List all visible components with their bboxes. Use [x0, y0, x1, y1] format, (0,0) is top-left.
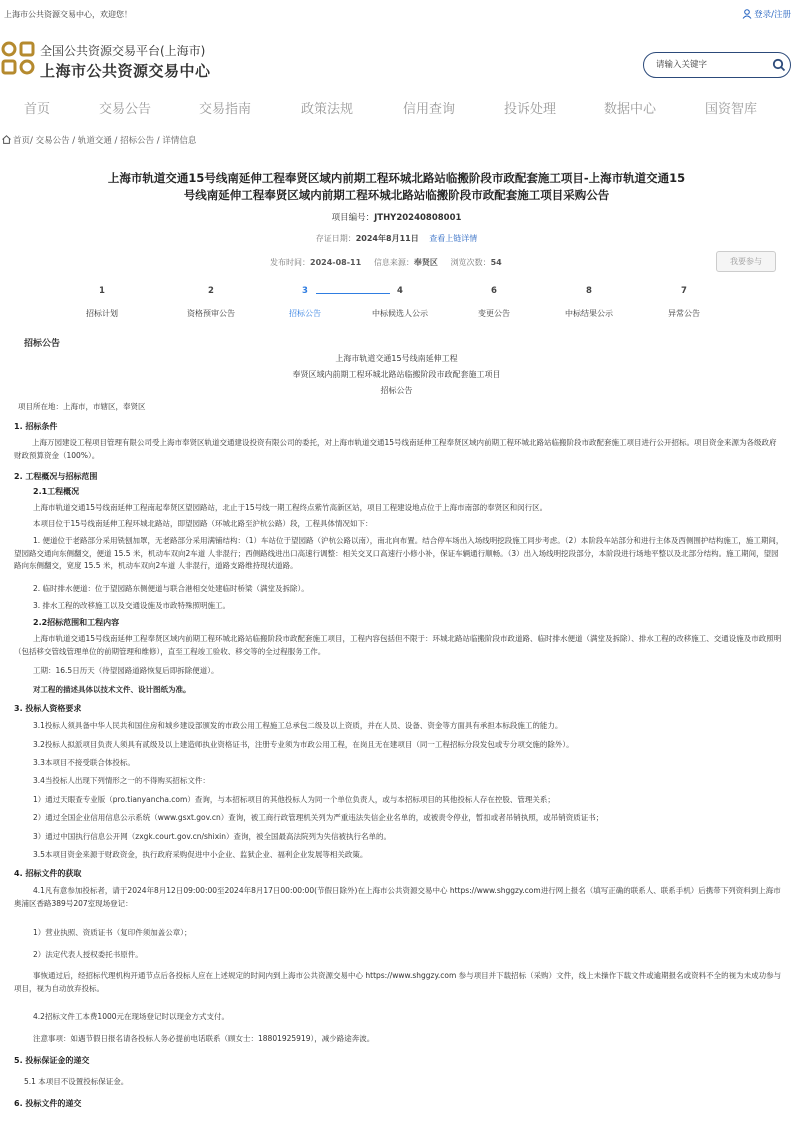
nav-guide[interactable]: 交易指南: [199, 102, 252, 117]
publish-date: 2024-08-11: [310, 258, 362, 267]
paragraph: 3.4当投标人出现下列情形之一的不得购买招标文件：: [33, 776, 210, 785]
paragraph: 注意事项：如遇节假日报名请各投标人务必提前电话联系（顾女士：18801925919），减少路途奔波。: [33, 1034, 375, 1043]
step-label[interactable]: 中标结果公示: [565, 309, 613, 318]
paragraph: 2）法定代表人授权委托书原件。: [33, 950, 143, 959]
nav-notices[interactable]: 交易公告: [99, 102, 152, 117]
paragraph: 对工程的描述具体以技术文件、设计图纸为准。: [33, 685, 191, 694]
evidence-row: [0, 233, 793, 244]
step-tender-notice[interactable]: [260, 286, 350, 319]
paragraph: 3.1投标人须具备中华人民共和国住房和城乡建设部颁发的市政公用工程施工总承包二级及以上资质，并在人员、设备、资金等方面具有承担本标段施工的能力。: [33, 721, 563, 730]
nav-credit[interactable]: 信用查询: [403, 102, 456, 117]
step-label[interactable]: 招标计划: [86, 309, 118, 318]
paragraph: 4.1凡有意参加投标者，请于2024年8月12日09:00:00至2024年8月17日00:00:00(节假日除外)在上海市公共资源交易中心 https://www.shggzy.com进行网上报名（填写正确的联系人、联系手机）后携带下列资料到上海市奥浦区香路389号207室现场登记：: [14, 886, 781, 908]
source-label: 信息来源：: [373, 258, 414, 267]
source-value: 奉贤区: [413, 258, 438, 267]
step-number: 3: [302, 286, 308, 296]
login-label[interactable]: 登录/注册: [754, 10, 791, 20]
heading-4: 4. 招标文件的获取: [14, 869, 82, 878]
paragraph: 1）通过天眼查专业版（pro.tianyancha.com）查询，与本招标项目的其他投标人为同一个单位负责人，或与本招标项目的其他投标人存在控股、管理关系；: [33, 795, 555, 804]
paragraph: 本项目位于15号线南延伸工程环城北路站，即望园路（环城北路至沪杭公路）段，工程具体情况如下：: [33, 519, 373, 528]
nav-home[interactable]: 首页: [24, 102, 51, 117]
paragraph: 3. 排水工程的改移施工以及交通设施及市政特殊照明施工。: [33, 601, 231, 610]
brand-title[interactable]: 上海市公共资源交易中心: [40, 62, 211, 80]
chain-detail-link[interactable]: 查看上链详情: [429, 234, 478, 243]
user-icon: [742, 9, 752, 19]
step-label[interactable]: 资格预审公告: [187, 309, 235, 318]
nav-data-center[interactable]: 数据中心: [604, 102, 657, 117]
step-result[interactable]: [544, 286, 634, 319]
paragraph: 2）通过全国企业信用信息公示系统（www.gsxt.gov.cn）查询，被工商行政管理机关列为严重违法失信企业名单的，或被责令停业，暂扣或者吊销执照，或吊销资质证书；: [33, 813, 604, 822]
heading-1: 1. 招标条件: [14, 422, 58, 431]
paragraph: 上海万园建设工程项目管理有限公司受上海市奉贤区轨道交通建设投资有限公司的委托，对上海市轨道交通15号线南延伸工程奉贤区域内前期工程环城北路站临搬阶段市政配套施工项目进行公开招标。项目资金来源为各级政府财政预算资金（100%）。: [14, 438, 777, 460]
login-link[interactable]: [742, 8, 791, 20]
step-plan[interactable]: [57, 286, 147, 319]
section-title: 招标公告: [24, 339, 61, 349]
step-prequal[interactable]: [166, 286, 256, 319]
brand-subtitle: 全国公共资源交易平台(上海市): [40, 44, 206, 58]
title-line-2: 号线南延伸工程奉贤区域内前期工程环城北路站临搬阶段市政配套施工项目采购公告: [183, 188, 610, 202]
top-bar: [0, 0, 793, 28]
notice-heading-1: 上海市轨道交通15号线南延伸工程: [335, 354, 458, 363]
paragraph: 上海市轨道交通15号线南延伸工程奉贤区域内前期工程环城北路站临搬阶段市政配套施工项目，工程内容包括但不限于：环城北路站临搬阶段市政道路、临时排水便道（满堂及拆除）、排水工程的改移施工、交通设施及市政照明（包括移交管线管理单位的前期管理和维修），直至工程竣工验收、移交等的全过程服务工作。: [14, 634, 782, 656]
page-title: [30, 170, 763, 204]
paragraph: 3.5本项目资金来源于财政资金，执行政府采购促进中小企业、监狱企业、福利企业发展等相关政策。: [33, 850, 368, 859]
step-number: 7: [681, 286, 687, 296]
publish-label: 发布时间：: [270, 258, 310, 267]
paragraph: 事恢通过后，经招标代理机构开通节点后各投标人应在上述规定的时间内到上海市公共资源交易中心 https://www.shggzy.com 参与项目并下载招标（采购）文件，线上未操作下载文件或逾期报名或资料不全的视为未成功参与项目，视为自动放弃投标。: [14, 971, 782, 993]
step-label[interactable]: 异常公告: [668, 309, 700, 318]
search-icon[interactable]: [772, 58, 786, 72]
project-number-value: JTHY20240808001: [374, 213, 462, 223]
paragraph: 3）通过中国执行信息公开网（zxgk.court.gov.cn/shixin）查询，被全国最高法院列为失信被执行名单的。: [33, 832, 392, 841]
step-candidates[interactable]: [355, 286, 445, 319]
title-line-1: 上海市轨道交通15号线南延伸工程奉贤区域内前期工程环城北路站临搬阶段市政配套施工项目-上海市轨道交通15: [107, 171, 686, 185]
join-button[interactable]: 我要参与: [716, 251, 776, 272]
paragraph: 3.3本项目不接受联合体投标。: [33, 758, 135, 767]
project-number-label: 项目编号：: [331, 213, 375, 223]
step-number: 4: [397, 286, 403, 296]
breadcrumb[interactable]: [2, 134, 196, 146]
step-number: 2: [208, 286, 214, 296]
evidence-date: 2024年8月11日: [355, 234, 419, 243]
home-icon[interactable]: [2, 135, 11, 144]
heading-6: 6. 投标文件的递交: [14, 1099, 82, 1108]
step-number: 1: [99, 286, 105, 296]
paragraph: 5.1 本项目不设置投标保证金。: [24, 1077, 129, 1086]
project-number: [0, 211, 793, 223]
search-input[interactable]: [656, 57, 764, 73]
logo-icon: [0, 40, 36, 76]
paragraph: 工期：16.5日历天（待望园路道路恢复后即拆除便道）。: [33, 666, 219, 675]
paragraph: 3.2投标人拟派项目负责人须具有贰级及以上建造师执业资格证书，注册专业须为市政公用工程，在岗且无在建项目（同一工程招标分段发包或专分项交施的除外）。: [33, 740, 574, 749]
notice-heading-2: 奉贤区域内前期工程环城北路站临搬阶段市政配套施工项目: [292, 370, 501, 379]
meta-row: [270, 257, 502, 268]
step-change[interactable]: [449, 286, 539, 319]
search-box: [643, 52, 791, 78]
step-exception[interactable]: [639, 286, 729, 319]
heading-5: 5. 投标保证金的递交: [14, 1056, 90, 1065]
nav-policy[interactable]: 政策法规: [301, 102, 354, 117]
nav-complaints[interactable]: 投诉处理: [504, 102, 557, 117]
step-label[interactable]: 变更公告: [478, 309, 510, 318]
breadcrumb-text[interactable]: 首页/ 交易公告 / 轨道交通 / 招标公告 / 详情信息: [13, 136, 197, 146]
paragraph: 1. 便道位于老路部分采用铣刨加罩，无老路部分采用满铺结构：（1）车站位于望园路（沪杭公路以南），南北向布置。结合停车场出入场线明挖段施工同步考虑。（2）本阶段车站部分和进行主体及西侧围护结构施工，施工期间，望园路交通向东侧翻交，便道 15.5 米，机动车双向2车道 人非混行；西侧路线进出口高速行调整：相关交叉口高速行小修小补，保证车辆通行顺畅。（3）出入场线明挖段部分，本阶段进行场地平整以及北部分结构。施工期间，望园路向东侧翻交，宽度 15.5 米，机动车双向2车道 人非混行，道路支路维持现状道路。: [14, 536, 784, 570]
heading-3: 3. 投标人资格要求: [14, 704, 82, 713]
notice-heading-3: 招标公告: [380, 386, 413, 395]
nav-think-tank[interactable]: 国资智库: [705, 102, 758, 117]
heading-2-2: 2.2招标范围和工程内容: [33, 618, 120, 627]
project-location: 项目所在地：上海市，市辖区，奉贤区: [18, 402, 146, 411]
step-label[interactable]: 中标候选人公示: [372, 309, 428, 318]
main-nav: [0, 88, 793, 126]
heading-2: 2. 工程概况与招标范围: [14, 472, 98, 481]
heading-2-1: 2.1工程概况: [33, 487, 80, 496]
step-label[interactable]: 招标公告: [289, 309, 321, 318]
step-number: 6: [491, 286, 497, 296]
process-steps: [0, 286, 793, 326]
paragraph: 2. 临时排水便道：位于望园路东侧便道与联合港相交处建临时桥梁（满堂及拆除）。: [33, 584, 309, 593]
paragraph: 上海市轨道交通15号线南延伸工程南起奉贤区望园路站，北止于15号线一期工程终点紫竹高新区站，项目工程建设地点位于上海市南部的奉贤区和闵行区。: [33, 503, 548, 512]
views-value: 54: [490, 258, 502, 267]
paragraph: 4.2招标文件工本费1000元在现场登记时以现金方式支付。: [33, 1012, 230, 1021]
welcome-text: 上海市公共资源交易中心，欢迎您！: [4, 10, 132, 19]
views-label: 浏览次数：: [450, 258, 491, 267]
paragraph: 1）营业执照、资质证书（复印件须加盖公章）；: [33, 928, 192, 937]
evidence-label: 存证日期：: [315, 234, 356, 243]
step-number: 8: [586, 286, 592, 296]
